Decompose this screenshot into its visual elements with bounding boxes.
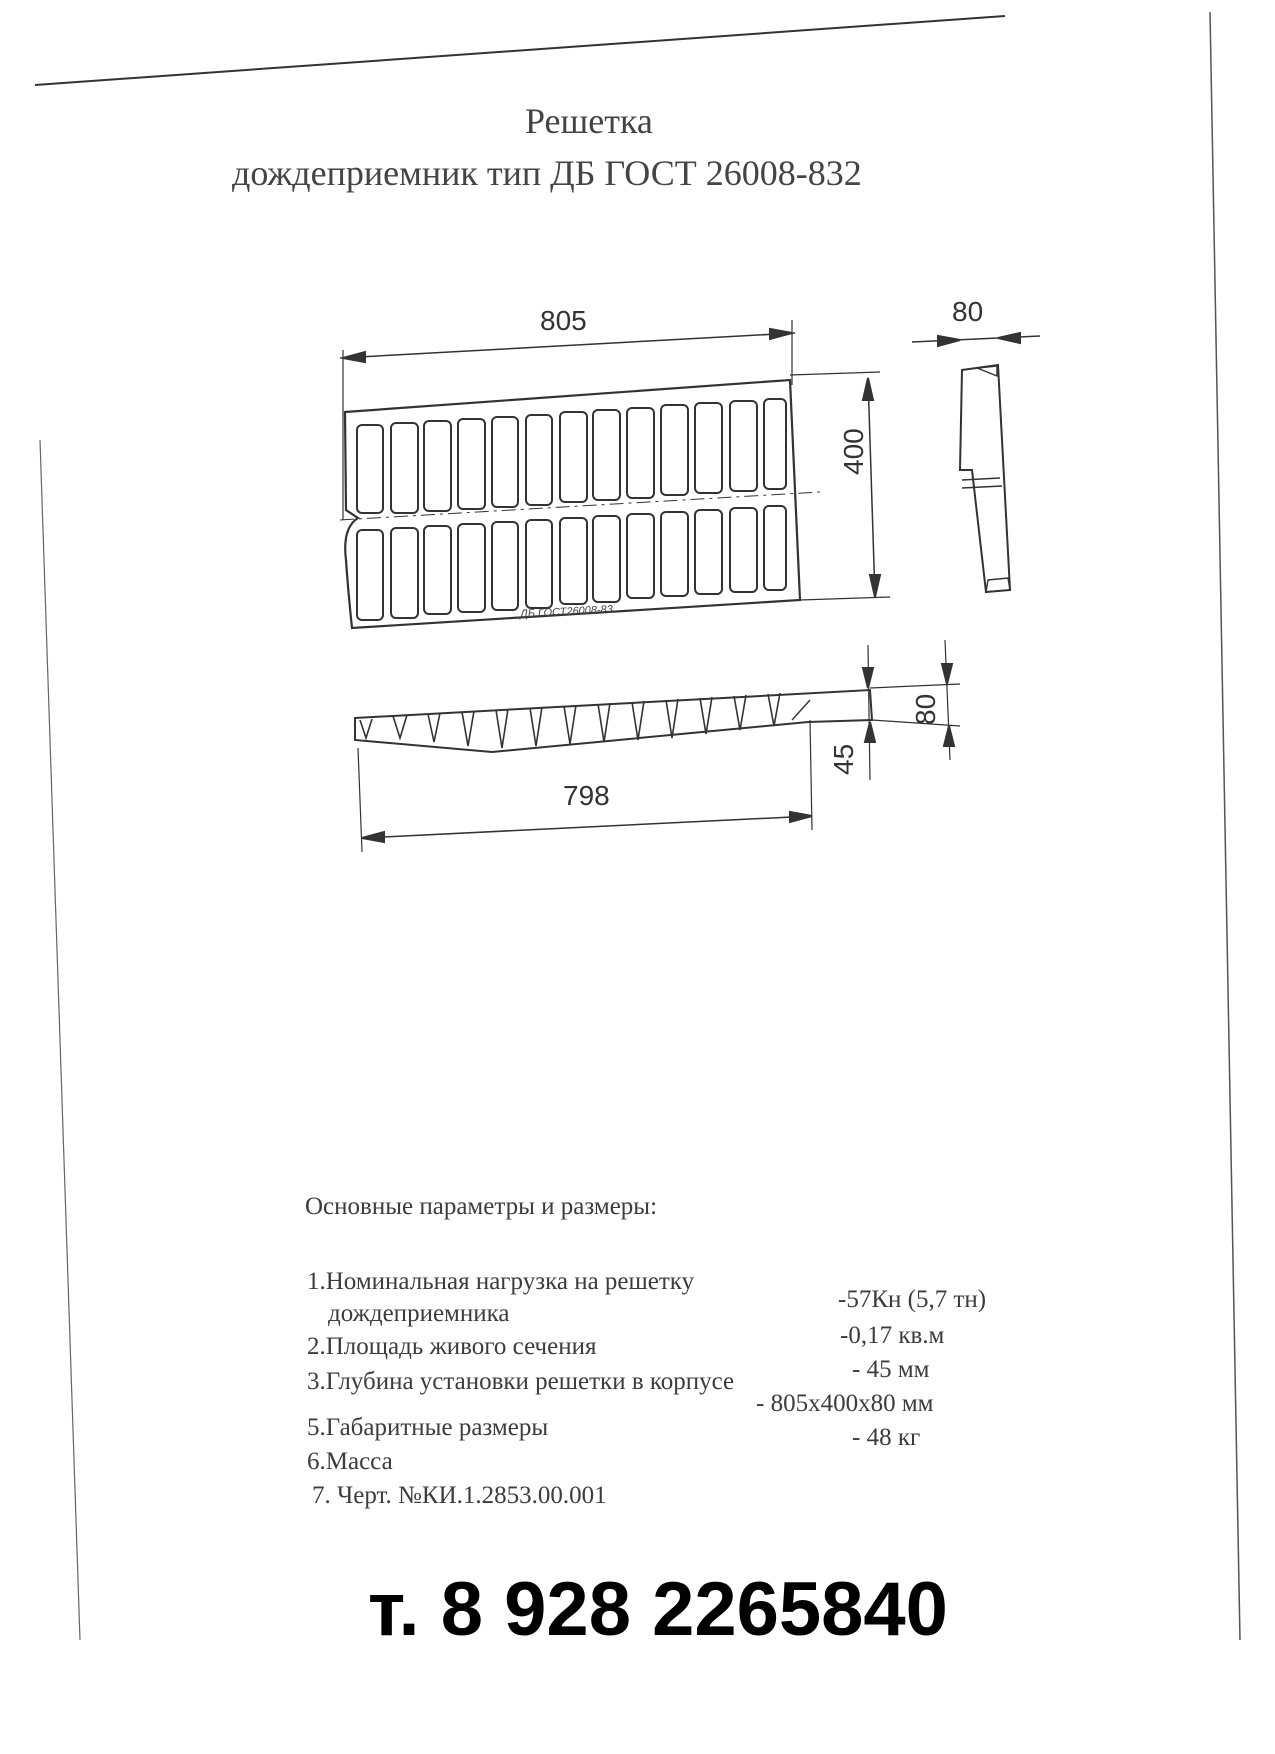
dim-width-400: 400 — [838, 428, 869, 475]
param-2-value: -0,17 кв.м — [840, 1322, 945, 1349]
dim-height-80: 80 — [910, 693, 941, 725]
param-3-value: - 45 мм — [852, 1356, 930, 1383]
param-2-label: 2.Площадь живого сечения — [307, 1333, 597, 1360]
contact-phone: т. 8 928 2265840 — [368, 1567, 948, 1652]
param-5-label: 5.Габаритные размеры — [307, 1414, 549, 1441]
param-5-value: - 805х400х80 мм — [756, 1390, 934, 1417]
dim-length-798: 798 — [563, 780, 610, 811]
param-3-label: 3.Глубина установки решетки в корпусе — [307, 1368, 735, 1395]
dim-length-805: 805 — [540, 305, 587, 336]
param-7-label: 7. Черт. №КИ.1.2853.00.001 — [312, 1482, 607, 1509]
casting-stamp: ДБ ГОСТ26008-83 — [519, 603, 614, 621]
params-heading: Основные параметры и размеры: — [305, 1193, 658, 1220]
param-1b-label: дождеприемника — [328, 1300, 510, 1327]
param-6-value: - 48 кг — [852, 1424, 921, 1451]
dim-depth-45: 45 — [828, 743, 859, 775]
document-subtitle: дождеприемник тип ДБ ГОСТ 26008-832 — [232, 153, 862, 193]
document-title: Решетка — [525, 101, 653, 141]
param-1-label: 1.Номинальная нагрузка на решетку — [307, 1268, 695, 1295]
param-1-value: -57Кн (5,7 тн) — [838, 1286, 987, 1313]
param-6-label: 6.Масса — [307, 1448, 393, 1475]
dim-side-80: 80 — [952, 296, 984, 327]
